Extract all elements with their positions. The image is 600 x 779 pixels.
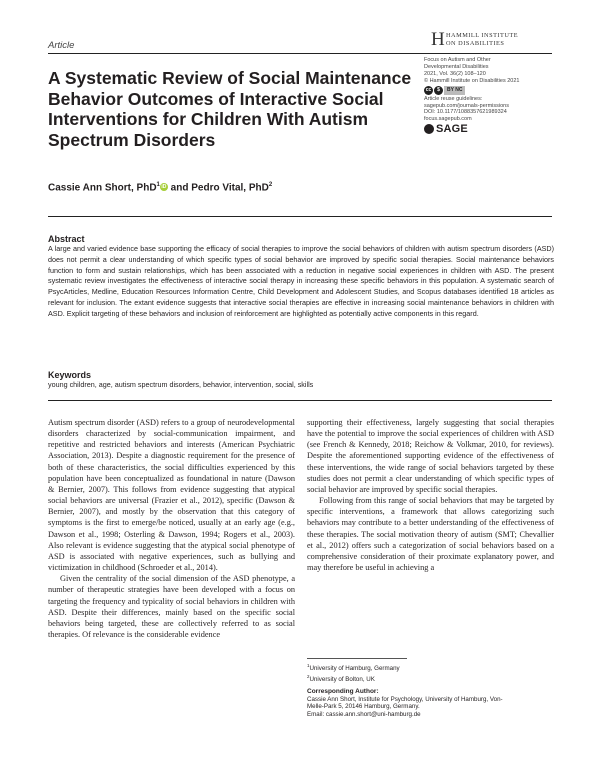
affiliation-text: University of Hamburg, Germany (309, 665, 400, 673)
corresponding-author-address: Melle-Park 5, 20146 Hamburg, Germany. (307, 703, 420, 711)
reuse-guidelines: Article reuse guidelines: (424, 95, 483, 102)
journal-name: Developmental Disabilities (424, 63, 489, 70)
corresponding-author-email[interactable]: Email: cassie.ann.short@uni-hamburg.de (307, 711, 421, 719)
affiliation-marker: 2 (307, 673, 310, 679)
journal-url-link[interactable]: focus.sagepub.com (424, 116, 472, 123)
license-label: BY NC (444, 86, 465, 95)
cc-license-badge[interactable] (424, 86, 564, 95)
body-paragraph: Following from this range of social behaviors that may be targeted by specific interventions, a framework that allows categorizing such behaviors may contribute to a better understanding of the effectiveness of these therapies. The social motivation theory of autism (SMT; Chevallier et al., 2012) offers such a categorization of social behaviors based on a comprehensive consideration of their proximate explanatory power, and may therefore be useful in achieving a (307, 496, 554, 573)
journal-name: Focus on Autism and Other (424, 57, 491, 63)
header-rule (48, 53, 552, 54)
abstract-heading: Abstract (48, 234, 85, 244)
publisher-logo (431, 30, 551, 50)
sage-logo-text: SAGE (436, 122, 468, 135)
affiliation-marker: 1 (307, 663, 310, 668)
orcid-icon[interactable]: iD (161, 184, 167, 191)
corresponding-author-heading: Corresponding Author: (307, 687, 379, 695)
doi-link[interactable]: DOI: 10.1177/1088357621989324 (424, 109, 507, 116)
publisher-logo-text (446, 32, 518, 47)
body-paragraph: Autism spectrum disorder (ASD) refers to a group of neurodevelopmental disorders characterized by social-communication impairment, and repetitive and restricted behaviors and interests (American Psychiatric Association, 2013). Despite a diagnostic requirement for the presence of both of these characteristics, the social difficulties experienced by this population have been conceptualized as foundational in nature (Dawson & Bernier, 2007). This follows from evidence suggesting that atypical social behaviors are universal (Frazier et al., 2012), specific (Dawson & Bernier, 2007), and mostly by the observation that this category of symptoms is the first to emerge/be noticed, usually at an early age (e.g., Dawson et al., 1998; Osterling & Dawson, 1994; Rogers et al., 2003). Also relevant is evidence suggesting that the atypical social phenotype of ASD is associated with negative experiences, such as bullying and victimization in childhood (Schroeder et al., 2014). (48, 418, 295, 573)
author-name: Cassie Ann Short, PhD (48, 182, 157, 194)
affiliation-text: University of Bolton, UK (309, 675, 375, 683)
author-line (48, 182, 272, 193)
journal-volume: 2021, Vol. 36(2) 108–120 (424, 70, 486, 77)
footnotes (307, 662, 557, 719)
affiliation-marker: 2 (268, 182, 273, 188)
affiliation-2 (307, 673, 557, 684)
publisher-logo-line: ON DISABILITIES (446, 39, 505, 47)
body-paragraph: supporting their effectiveness, largely suggesting that social therapies have the potential to improve the social experiences of children with ASD (see French & Kennedy, 2018; Reichow & Volkmar, 2010, for reviews). Despite the aforementioned supporting evidence of the effectiveness of these interventions, the wide range of social behaviors targeted by these studies does not permit a clear understanding of which specific types of social behavior are improved by specific social therapies. (307, 418, 554, 494)
publisher-logo-line: HAMMILL INSTITUTE (446, 32, 519, 39)
keywords-heading: Keywords (48, 370, 92, 380)
keywords-rule (48, 400, 552, 401)
sage-logo-icon (424, 124, 434, 134)
publisher-logo-mark: H (431, 29, 445, 50)
corresponding-author-address: Cassie Ann Short, Institute for Psychology, University of Hamburg, Von- (307, 695, 503, 703)
body-paragraph: Given the centrality of the social dimension of the ASD phenotype, a number of therapeutic strategies have been developed with a focus on targeting the frequency and typicality of social behaviors in children with ASD. Despite their differences, mainly based on the specific social behaviors being targeted, these are collectively referred to as social therapies. Of relevance is the considerable evidence (48, 574, 295, 639)
affiliation-1 (307, 662, 557, 673)
author-connector: and (167, 182, 192, 194)
authors-rule (48, 216, 552, 217)
affiliation-marker: 1 (156, 182, 160, 188)
section-label: Article (48, 40, 75, 51)
permissions-link[interactable]: sagepub.com/journals-permissions (424, 102, 509, 109)
cc-icon: cc (425, 86, 432, 93)
body-column-left (48, 417, 295, 640)
body-column-right (307, 417, 554, 573)
footnote-rule (307, 658, 407, 659)
abstract-text: A large and varied evidence base supporting the efficacy of social therapies to improve the social behaviors of children with autism spectrum disorders (ASD) does not permit a clear understanding of which specific types of social behavior are improved by specific social therapies. Social maintenance behaviors function to form and sustain relationships, which has been associated with a reduction in negative social experiences in children with ASD. The present systematic review investigates the effectiveness of interactive social therapy in increasing these specific behaviors in this population. A systematic search of PsycArticles, Medline, Education Resources Information Centre, Child Development and Adolescent Studies, and Scopus databases identified 18 articles as relevant for inclusion. The extant evidence suggests that interactive social therapies are effective in increasing social maintenance behaviors in children with ASD. Explicit targeting of these behaviors and inclusion of reinforcement are highlighted as potentially active components in this regard. (48, 244, 554, 318)
author-name: Pedro Vital, PhD (191, 182, 269, 194)
copyright-line: © Hammill Institute on Disabilities 2021 (424, 77, 520, 84)
article-title: A Systematic Review of Social Maintenance Behavior Outcomes of Interactive Social Interventions for Children With Autism Spectrum Disorders (48, 68, 412, 150)
sage-logo (424, 124, 564, 134)
journal-meta (424, 57, 564, 134)
noncommercial-icon: $ (434, 86, 443, 95)
keywords-text: young children, age, autism spectrum disorders, behavior, intervention, social, skills (48, 380, 314, 389)
